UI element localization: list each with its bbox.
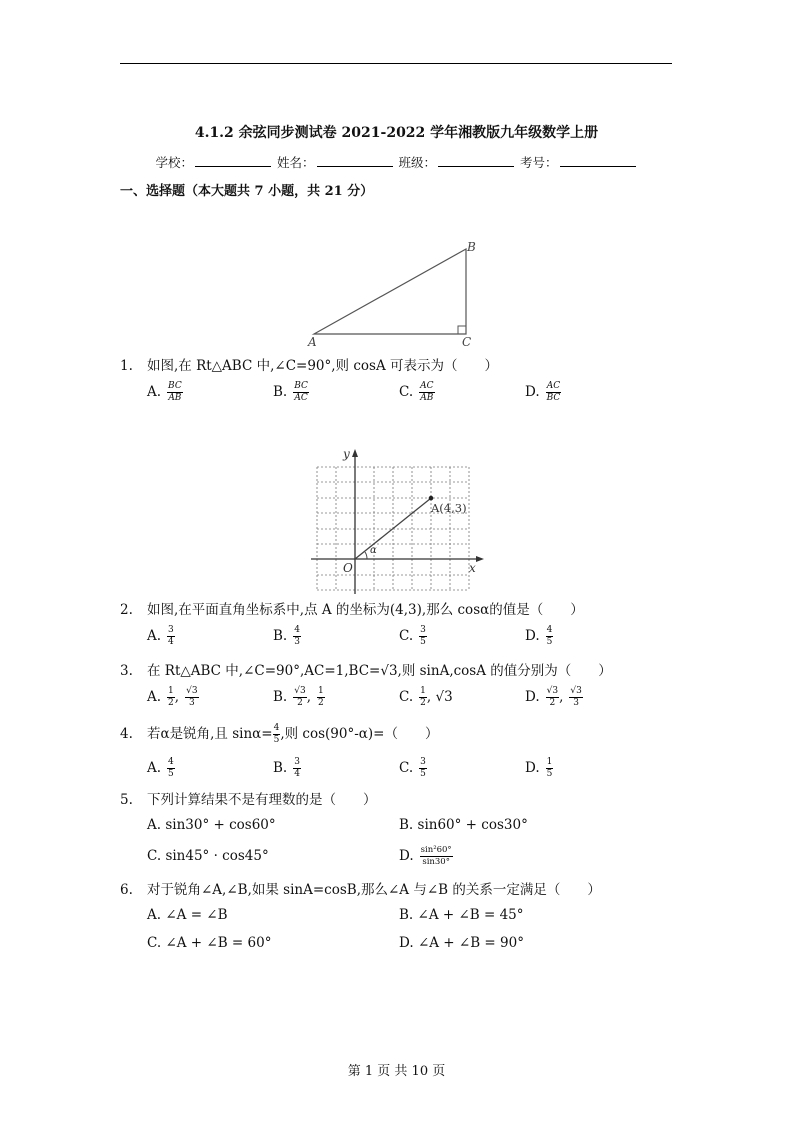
info-class-blank[interactable] xyxy=(438,155,514,167)
q2-option-c[interactable]: C. $\frac{3}{5}$ xyxy=(399,625,426,647)
triangle-shape xyxy=(314,249,466,334)
q1-option-a[interactable]: A. $\frac{BC}{AB}$ xyxy=(147,381,182,403)
point-a-label: A(4,3) xyxy=(431,501,467,515)
y-axis-label: y xyxy=(343,447,350,461)
q5-option-d[interactable]: D. $\frac{\text{sin²60°}}{\sin 30^\circ}$ xyxy=(399,845,452,867)
q4-option-c[interactable]: C. $\frac{3}{5}$ xyxy=(399,757,426,779)
document-title: 4.1.2 余弦同步测试卷 2021-2022 学年湘教版九年级数学上册 xyxy=(194,125,599,141)
q4-option-a[interactable]: A. $\frac{4}{5}$ xyxy=(147,757,174,779)
question-6-stem: 6. 对于锐角∠A,∠B,如果 sinA=cosB,那么∠A 与∠B 的关系一定满足（ ） xyxy=(120,882,601,898)
info-school-blank[interactable] xyxy=(195,155,271,167)
question-4-stem: 4. 若α是锐角,且 sinα= $\frac{4}{5}$ ,则 cos(90°-α)=（ ） xyxy=(120,723,439,745)
question-5-stem: 5. 下列计算结果不是有理数的是（ ） xyxy=(120,792,377,808)
q5-option-a[interactable]: A. sin30° + cos60° xyxy=(147,817,276,833)
triangle-label-b: B xyxy=(467,240,476,254)
q6-option-c[interactable]: C. ∠A + ∠B = 60° xyxy=(147,935,272,951)
q4-option-b[interactable]: B. $\frac{3}{4}$ xyxy=(273,757,300,779)
q3-option-d[interactable]: D. $\frac{√3}{2}$ , $\frac{√3}{3}$ xyxy=(525,686,582,708)
origin-label: O xyxy=(343,561,353,575)
question-1-stem: 1. 如图,在 Rt△ABC 中,∠C=90°,则 cosA 可表示为（ ） xyxy=(120,358,499,374)
triangle-label-c: C xyxy=(462,335,472,349)
q1-option-d[interactable]: D. $\frac{AC}{BC}$ xyxy=(525,381,561,403)
right-angle-mark xyxy=(458,326,466,334)
top-rule xyxy=(120,63,672,64)
question-2-stem: 2. 如图,在平面直角坐标系中,点 A 的坐标为(4,3),那么 cosα的值是（ ） xyxy=(120,602,584,618)
q3-option-a[interactable]: A. $\frac{1}{2}$ , $\frac{√3}{3}$ xyxy=(147,686,198,708)
x-axis-label: x xyxy=(469,561,476,575)
info-class-label: 班级： xyxy=(398,155,436,170)
q6-option-d[interactable]: D. ∠A + ∠B = 90° xyxy=(399,935,524,951)
question-3-stem: 3. 在 Rt△ABC 中,∠C=90°,AC=1,BC=√3,则 sinA,cosA 的值分别为（ ） xyxy=(120,663,612,679)
q5-option-b[interactable]: B. sin60° + cos30° xyxy=(399,817,528,833)
q6-option-b[interactable]: B. ∠A + ∠B = 45° xyxy=(399,907,524,923)
q1-option-c[interactable]: C. $\frac{AC}{AB}$ xyxy=(399,381,434,403)
q6-option-a[interactable]: A. ∠A = ∠B xyxy=(147,907,228,923)
triangle-label-a: A xyxy=(308,335,317,349)
info-exam-number-blank[interactable] xyxy=(560,155,636,167)
q3-option-b[interactable]: B. $\frac{√3}{2}$ , $\frac{1}{2}$ xyxy=(273,686,324,708)
q2-option-d[interactable]: D. $\frac{4}{5}$ xyxy=(525,625,553,647)
info-school-label: 学校： xyxy=(155,155,193,170)
info-exam-number-label: 考号： xyxy=(519,155,558,170)
angle-alpha-arc xyxy=(365,552,367,559)
y-axis-arrow xyxy=(352,449,358,457)
figure-right-triangle xyxy=(300,240,490,352)
angle-alpha-label: α xyxy=(370,545,377,556)
page-footer: 第 1 页 共 10 页 xyxy=(347,1064,446,1079)
q5-option-c[interactable]: C. sin45° · cos45° xyxy=(147,848,269,864)
student-info-line xyxy=(0,153,793,171)
point-a-marker xyxy=(429,496,434,501)
info-name-blank[interactable] xyxy=(317,155,393,167)
x-axis-arrow xyxy=(476,556,484,562)
q2-option-a[interactable]: A. $\frac{3}{4}$ xyxy=(147,625,174,647)
figure-coordinate-grid xyxy=(305,444,490,594)
q4-option-d[interactable]: D. $\frac{1}{5}$ xyxy=(525,757,553,779)
q1-option-b[interactable]: B. $\frac{BC}{AC}$ xyxy=(273,381,308,403)
q3-option-c[interactable]: C. $\frac{1}{2}$ , √3 xyxy=(399,686,453,708)
section-title: 一、选择题（本大题共 7 小题，共 21 分） xyxy=(120,184,374,199)
info-name-label: 姓名： xyxy=(276,155,315,170)
q2-option-b[interactable]: B. $\frac{4}{3}$ xyxy=(273,625,300,647)
